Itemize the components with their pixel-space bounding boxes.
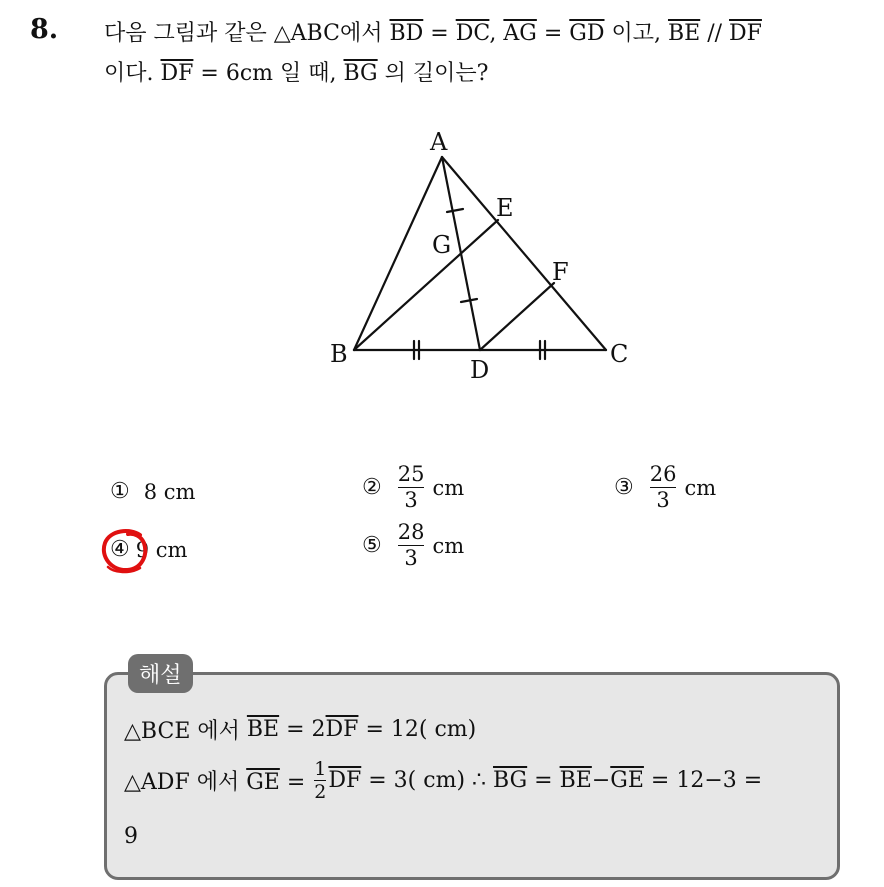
text-segment: = — [279, 770, 313, 795]
label-d: D — [470, 356, 490, 384]
choice-2-denominator: 3 — [404, 488, 418, 512]
choice-1-unit: cm — [163, 480, 196, 504]
text-segment: = 3( cm) ∴ — [361, 768, 494, 793]
text-segment: = 6cm 일 때, — [193, 61, 344, 86]
text-segment: 이고, — [604, 21, 668, 46]
text-segment: △BCE 에서 — [124, 719, 247, 744]
triangle-figure — [320, 120, 650, 390]
text-segment: // — [700, 21, 730, 46]
choice-4-unit: cm — [155, 538, 188, 562]
overlined-segment: $\overline{BD}$ — [389, 21, 424, 46]
answer-mark-icon — [100, 527, 152, 575]
text-segment: 다음 그림과 같은 △ABC에서 — [104, 21, 390, 46]
overlined-segment: $\overline{AG}$ — [503, 21, 537, 46]
solution-fraction-denominator: 2 — [314, 781, 327, 803]
choice-2-fraction — [398, 462, 425, 513]
tick-gd — [461, 299, 477, 302]
choice-3-fraction — [650, 462, 677, 513]
choice-1-number: ① — [110, 479, 130, 504]
overlined-segment: $\overline{GE}$ — [610, 768, 644, 793]
text-segment: 이다. — [104, 61, 161, 86]
choice-3[interactable] — [614, 462, 716, 513]
overlined-segment: $\overline{DF}$ — [729, 21, 762, 46]
choice-5[interactable] — [362, 520, 464, 571]
solution-fraction — [314, 758, 326, 803]
choice-3-denominator: 3 — [656, 488, 670, 512]
text-segment: = 12−3 = — [643, 768, 763, 793]
choice-2-numerator: 25 — [397, 462, 425, 486]
choice-4-value: 9 — [135, 538, 150, 562]
solution-line2-end — [328, 768, 762, 793]
text-segment: = — [527, 768, 560, 793]
choice-5-number: ⑤ — [362, 532, 382, 558]
question-number: 8. — [30, 14, 59, 45]
overlined-segment: $\overline{GE}$ — [246, 770, 280, 795]
text-segment: = — [423, 21, 456, 46]
overlined-segment: $\overline{BE}$ — [559, 768, 592, 793]
solution-tag: 해설 — [128, 654, 193, 693]
question-text-line2 — [104, 56, 488, 87]
choice-2[interactable] — [362, 462, 464, 513]
choice-5-unit: cm — [432, 533, 465, 558]
choice-1-value: 8 — [143, 480, 158, 504]
text-segment: − — [591, 768, 611, 793]
label-g: G — [432, 231, 452, 259]
text-segment: = 2 — [279, 717, 326, 742]
tick-ag — [447, 209, 463, 212]
solution-line1 — [124, 714, 476, 745]
overlined-segment: $\overline{BG}$ — [493, 768, 528, 793]
label-c: C — [610, 340, 629, 368]
text-segment: = — [536, 21, 570, 46]
solution-line3: 9 — [124, 824, 138, 849]
overlined-segment: $\overline{DF}$ — [160, 61, 194, 86]
solution-line2-start — [124, 765, 312, 796]
label-a: A — [430, 128, 448, 156]
choice-1[interactable] — [110, 480, 195, 504]
choice-3-number: ③ — [614, 474, 634, 500]
choice-2-number: ② — [362, 474, 382, 500]
choice-2-unit: cm — [432, 475, 465, 500]
label-e: E — [496, 194, 514, 222]
choice-3-numerator: 26 — [649, 462, 677, 486]
overlined-segment: $\overline{DC}$ — [455, 21, 490, 46]
side-ab — [354, 157, 442, 350]
choice-5-fraction — [398, 520, 425, 571]
overlined-segment: $\overline{GD}$ — [569, 21, 605, 46]
overlined-segment: $\overline{BE}$ — [667, 21, 701, 46]
overlined-segment: $\overline{BE}$ — [246, 717, 280, 742]
text-segment: △ADF 에서 — [124, 770, 247, 795]
overlined-segment: $\overline{DF}$ — [325, 717, 359, 742]
text-segment: , — [489, 21, 504, 46]
text-segment: 의 길이는? — [377, 61, 489, 86]
choice-4-number: ④ — [110, 537, 130, 562]
segment-df — [480, 283, 554, 350]
choice-5-numerator: 28 — [397, 520, 425, 544]
solution-fraction-numerator: 1 — [314, 758, 327, 780]
overlined-segment: $\overline{DF}$ — [328, 768, 362, 793]
label-f: F — [552, 258, 569, 286]
side-ac — [442, 157, 606, 350]
question-text-line1 — [104, 16, 762, 47]
choice-3-unit: cm — [684, 475, 717, 500]
solution-line2 — [124, 758, 762, 803]
choice-5-denominator: 3 — [404, 546, 418, 570]
overlined-segment: $\overline{BG}$ — [343, 61, 378, 86]
text-segment: = 12( cm) — [358, 717, 477, 742]
label-b: B — [330, 340, 348, 368]
